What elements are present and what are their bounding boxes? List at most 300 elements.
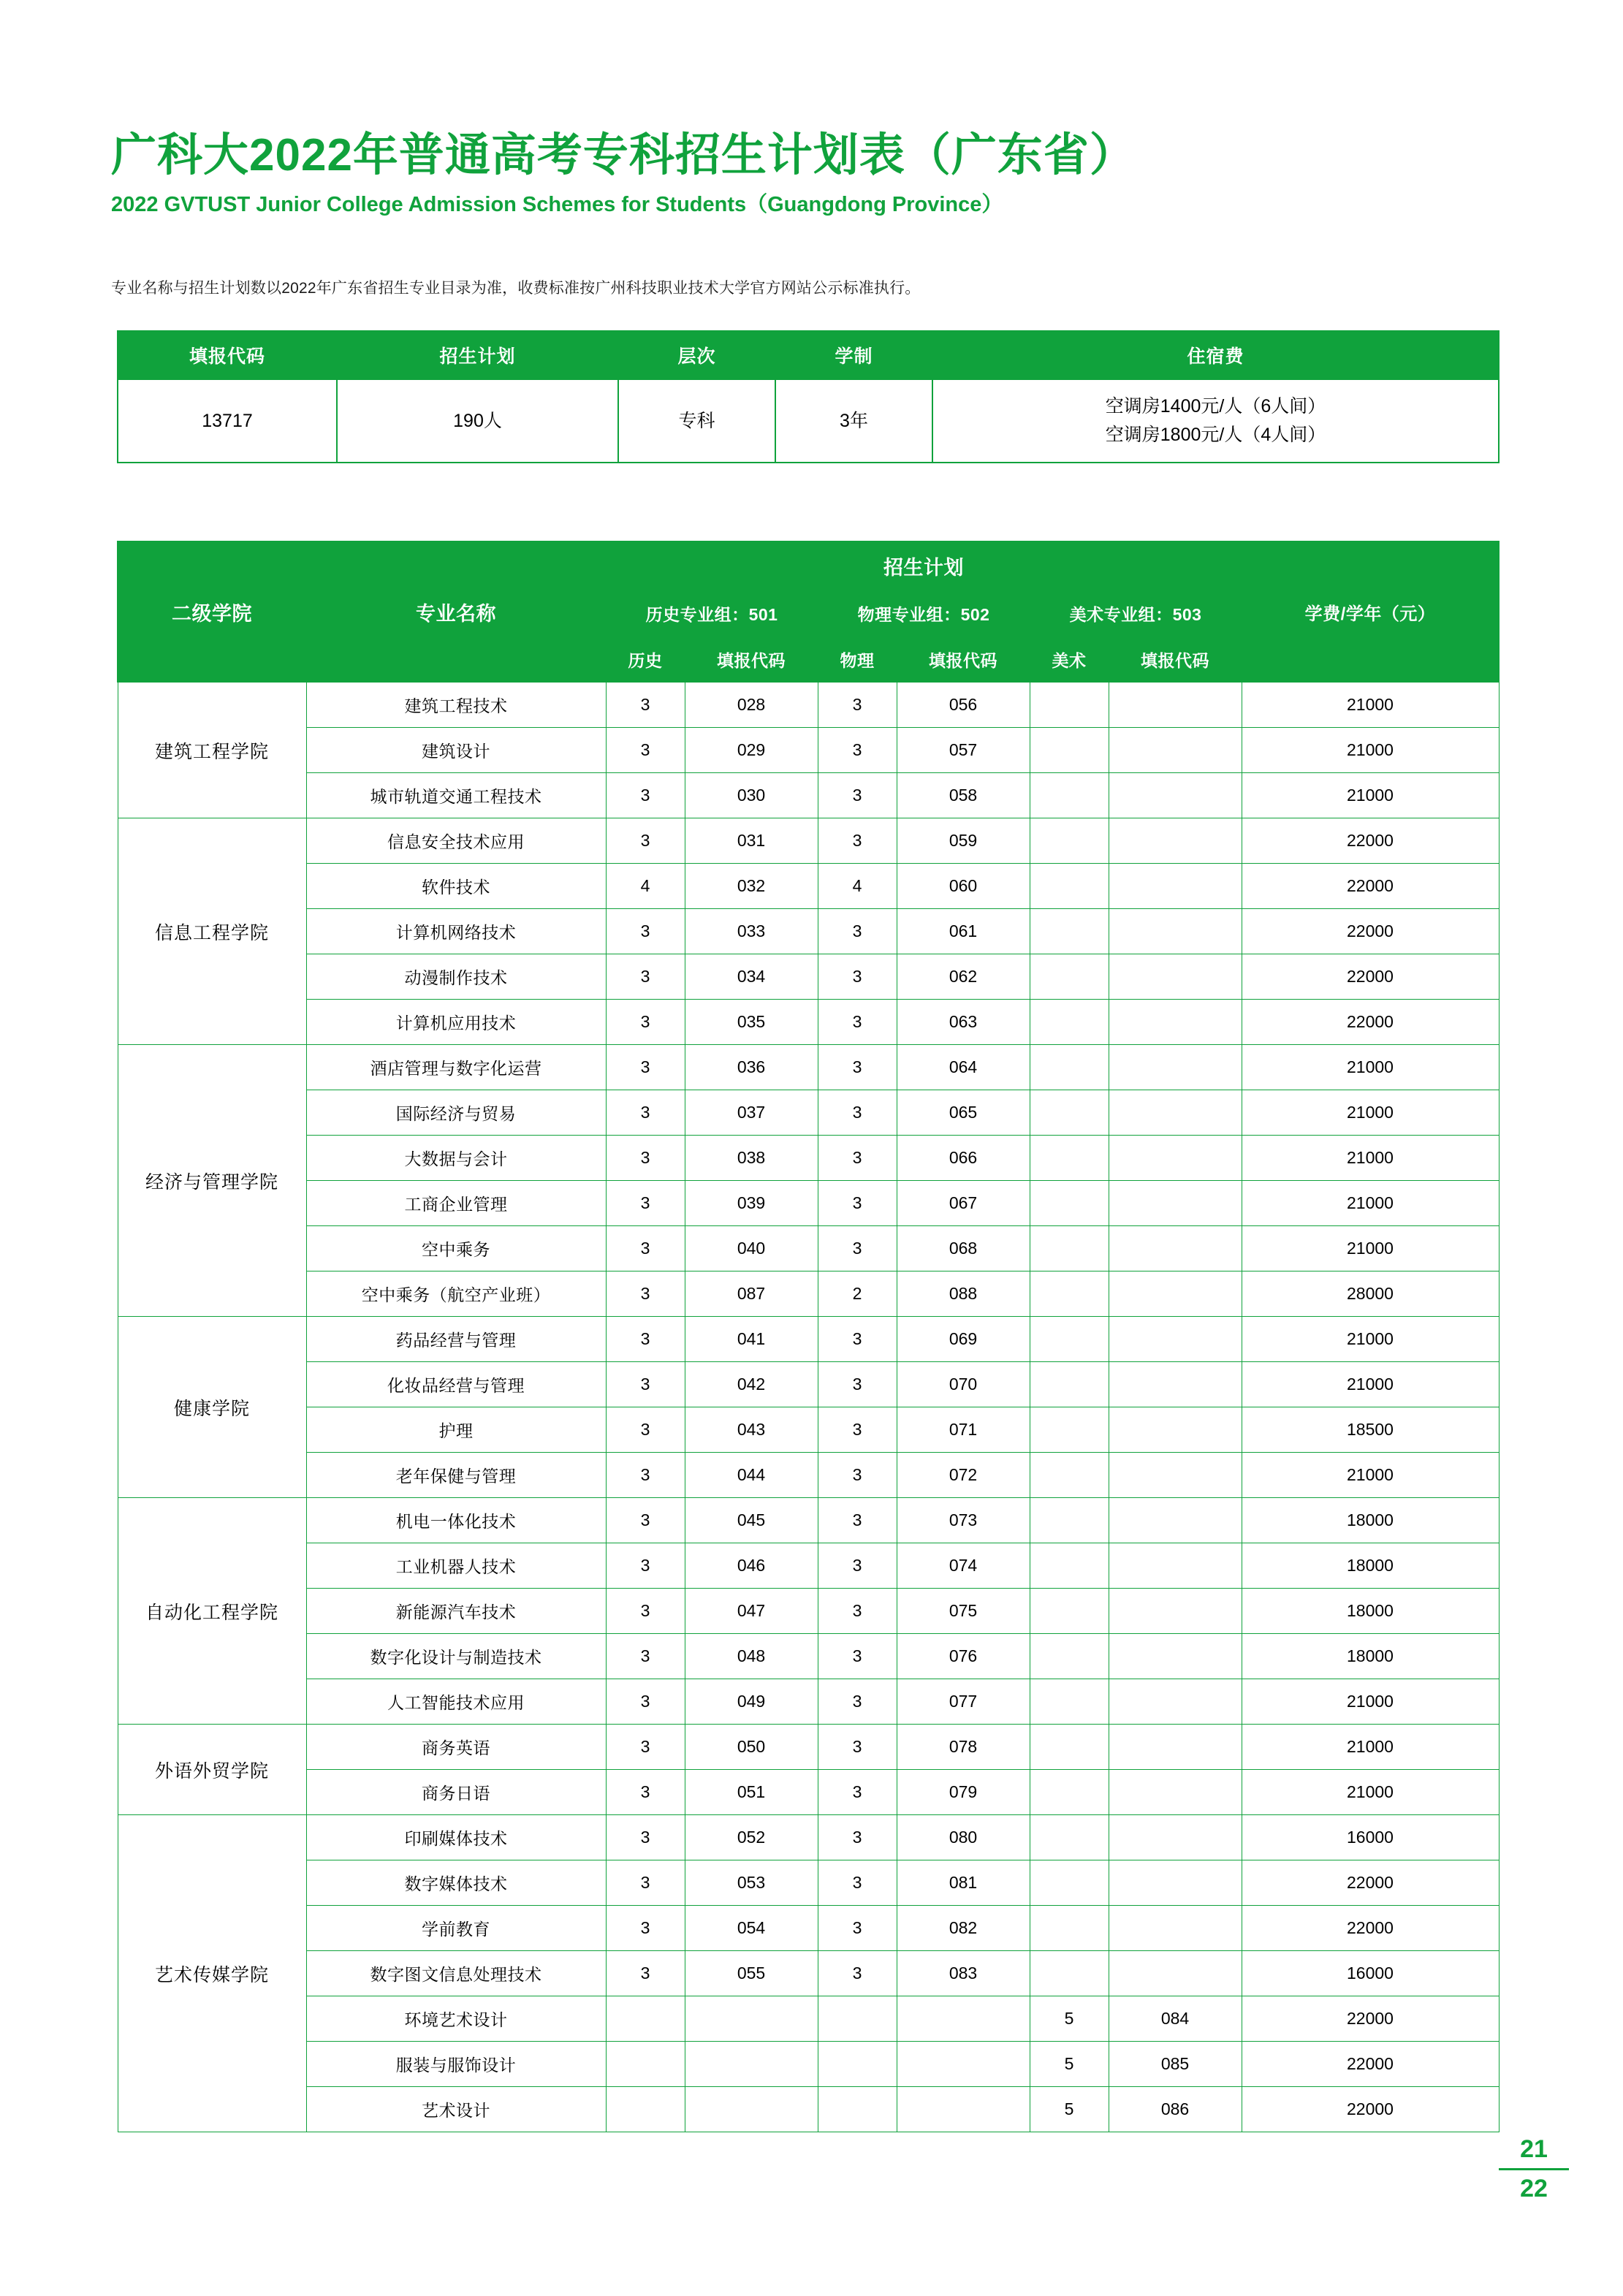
tuition-cell: 21000 [1242, 1770, 1499, 1815]
art-code-cell: 086 [1109, 2087, 1242, 2132]
history-code-cell: 042 [685, 1362, 818, 1407]
physics-code-cell: 069 [897, 1317, 1030, 1362]
college-name-cell: 信息工程学院 [118, 818, 306, 1045]
art-code-cell [1109, 1181, 1242, 1226]
art-count-cell [1030, 773, 1109, 818]
tuition-cell: 21000 [1242, 1362, 1499, 1407]
major-name-cell: 环境艺术设计 [306, 1996, 606, 2042]
college-name-cell: 艺术传媒学院 [118, 1815, 306, 2132]
history-code-cell: 029 [685, 728, 818, 773]
history-count-cell: 3 [606, 1498, 685, 1543]
history-code-cell: 034 [685, 954, 818, 1000]
major-name-cell: 数字化设计与制造技术 [306, 1634, 606, 1679]
art-count-cell [1030, 954, 1109, 1000]
tuition-cell: 18000 [1242, 1543, 1499, 1589]
art-count-cell [1030, 1453, 1109, 1498]
art-code-cell [1109, 1317, 1242, 1362]
tuition-cell: 21000 [1242, 1136, 1499, 1181]
art-count-cell [1030, 818, 1109, 864]
physics-count-cell: 3 [818, 1045, 897, 1090]
plan-header-sub-art-code: 填报代码 [1109, 636, 1242, 682]
tuition-cell: 28000 [1242, 1271, 1499, 1317]
plan-header-major: 专业名称 [306, 541, 606, 682]
physics-count-cell [818, 1996, 897, 2042]
art-count-cell [1030, 1271, 1109, 1317]
tuition-cell: 21000 [1242, 1453, 1499, 1498]
history-count-cell: 3 [606, 1589, 685, 1634]
physics-code-cell: 074 [897, 1543, 1030, 1589]
physics-code-cell: 075 [897, 1589, 1030, 1634]
table-row [118, 1136, 1499, 1181]
physics-code-cell: 061 [897, 909, 1030, 954]
art-count-cell [1030, 728, 1109, 773]
physics-count-cell [818, 2042, 897, 2087]
physics-count-cell: 3 [818, 1000, 897, 1045]
history-code-cell: 045 [685, 1498, 818, 1543]
page-number-divider [1499, 2168, 1569, 2170]
physics-count-cell: 3 [818, 1317, 897, 1362]
history-code-cell: 040 [685, 1226, 818, 1271]
history-code-cell: 046 [685, 1543, 818, 1589]
college-name-cell: 自动化工程学院 [118, 1498, 306, 1725]
physics-count-cell: 3 [818, 1679, 897, 1725]
physics-count-cell: 3 [818, 1634, 897, 1679]
table-row [118, 1906, 1499, 1951]
art-count-cell [1030, 1498, 1109, 1543]
history-count-cell: 3 [606, 1815, 685, 1860]
art-code-cell [1109, 1362, 1242, 1407]
major-name-cell: 计算机应用技术 [306, 1000, 606, 1045]
tuition-cell: 22000 [1242, 818, 1499, 864]
history-count-cell: 3 [606, 954, 685, 1000]
physics-count-cell: 3 [818, 909, 897, 954]
plan-header-sub-history: 历史 [606, 636, 685, 682]
history-code-cell: 048 [685, 1634, 818, 1679]
major-name-cell: 药品经营与管理 [306, 1317, 606, 1362]
art-count-cell [1030, 909, 1109, 954]
history-count-cell [606, 2042, 685, 2087]
major-name-cell: 印刷媒体技术 [306, 1815, 606, 1860]
major-name-cell: 数字图文信息处理技术 [306, 1951, 606, 1996]
art-count-cell [1030, 1362, 1109, 1407]
art-count-cell [1030, 1090, 1109, 1136]
plan-header-college: 二级学院 [118, 541, 306, 682]
major-name-cell: 数字媒体技术 [306, 1860, 606, 1906]
art-code-cell [1109, 1000, 1242, 1045]
history-count-cell: 3 [606, 1634, 685, 1679]
tuition-cell: 22000 [1242, 1860, 1499, 1906]
plan-header-group-physics: 物理专业组：502 [818, 590, 1030, 636]
physics-code-cell [897, 2087, 1030, 2132]
physics-code-cell: 088 [897, 1271, 1030, 1317]
table-row [118, 773, 1499, 818]
history-count-cell: 3 [606, 1271, 685, 1317]
history-count-cell: 3 [606, 1679, 685, 1725]
history-count-cell: 3 [606, 1362, 685, 1407]
history-code-cell: 030 [685, 773, 818, 818]
physics-count-cell: 3 [818, 818, 897, 864]
art-code-cell [1109, 818, 1242, 864]
tuition-cell: 21000 [1242, 1181, 1499, 1226]
art-code-cell: 085 [1109, 2042, 1242, 2087]
tuition-cell: 21000 [1242, 682, 1499, 728]
table-row [118, 1543, 1499, 1589]
summary-value-row [118, 379, 1499, 463]
history-count-cell [606, 1996, 685, 2042]
physics-code-cell: 065 [897, 1090, 1030, 1136]
history-count-cell: 3 [606, 1090, 685, 1136]
physics-code-cell: 080 [897, 1815, 1030, 1860]
history-count-cell: 3 [606, 1181, 685, 1226]
table-row [118, 682, 1499, 728]
plan-table-body [118, 682, 1499, 2132]
art-count-cell [1030, 864, 1109, 909]
college-name-cell: 健康学院 [118, 1317, 306, 1498]
tuition-cell: 22000 [1242, 864, 1499, 909]
physics-code-cell: 057 [897, 728, 1030, 773]
summary-header-level: 层次 [618, 331, 775, 379]
table-row [118, 1453, 1499, 1498]
art-code-cell [1109, 1725, 1242, 1770]
history-count-cell: 3 [606, 728, 685, 773]
art-code-cell [1109, 1634, 1242, 1679]
admission-plan-table [117, 541, 1500, 2132]
art-count-cell [1030, 1906, 1109, 1951]
art-count-cell [1030, 1317, 1109, 1362]
summary-header-plan: 招生计划 [337, 331, 618, 379]
physics-count-cell: 3 [818, 773, 897, 818]
art-code-cell [1109, 1906, 1242, 1951]
art-code-cell [1109, 1860, 1242, 1906]
physics-count-cell: 3 [818, 954, 897, 1000]
table-row [118, 1996, 1499, 2042]
college-name-cell: 外语外贸学院 [118, 1725, 306, 1815]
physics-code-cell: 081 [897, 1860, 1030, 1906]
art-count-cell: 5 [1030, 1996, 1109, 2042]
major-name-cell: 服装与服饰设计 [306, 2042, 606, 2087]
summary-value-code: 13717 [118, 379, 337, 463]
physics-code-cell: 059 [897, 818, 1030, 864]
table-row [118, 1090, 1499, 1136]
art-code-cell [1109, 1045, 1242, 1090]
history-code-cell: 039 [685, 1181, 818, 1226]
physics-count-cell [818, 2087, 897, 2132]
table-row [118, 1634, 1499, 1679]
physics-count-cell: 3 [818, 1090, 897, 1136]
physics-code-cell: 064 [897, 1045, 1030, 1090]
tuition-cell: 18000 [1242, 1589, 1499, 1634]
art-count-cell [1030, 1181, 1109, 1226]
summary-header-dorm: 住宿费 [932, 331, 1499, 379]
tuition-cell: 22000 [1242, 1000, 1499, 1045]
major-name-cell: 城市轨道交通工程技术 [306, 773, 606, 818]
art-code-cell [1109, 909, 1242, 954]
art-code-cell [1109, 1136, 1242, 1181]
art-count-cell [1030, 1000, 1109, 1045]
summary-header-duration: 学制 [775, 331, 932, 379]
major-name-cell: 工业机器人技术 [306, 1543, 606, 1589]
physics-count-cell: 4 [818, 864, 897, 909]
summary-value-duration: 3年 [775, 379, 932, 463]
art-code-cell [1109, 1951, 1242, 1996]
major-name-cell: 工商企业管理 [306, 1181, 606, 1226]
table-row [118, 1951, 1499, 1996]
history-code-cell: 044 [685, 1453, 818, 1498]
physics-count-cell: 3 [818, 1543, 897, 1589]
table-row [118, 1362, 1499, 1407]
history-count-cell: 3 [606, 1045, 685, 1090]
art-code-cell [1109, 1589, 1242, 1634]
tuition-cell: 22000 [1242, 1906, 1499, 1951]
tuition-cell: 18000 [1242, 1634, 1499, 1679]
tuition-cell: 22000 [1242, 2087, 1499, 2132]
physics-code-cell: 066 [897, 1136, 1030, 1181]
history-code-cell: 051 [685, 1770, 818, 1815]
tuition-cell: 22000 [1242, 954, 1499, 1000]
physics-count-cell: 3 [818, 1770, 897, 1815]
history-count-cell: 3 [606, 1226, 685, 1271]
dorm-line-1: 空调房1400元/人（6人间） [1105, 396, 1326, 417]
title-block [111, 132, 1514, 218]
art-count-cell [1030, 1407, 1109, 1453]
art-count-cell [1030, 1860, 1109, 1906]
tuition-cell: 21000 [1242, 1045, 1499, 1090]
history-code-cell: 053 [685, 1860, 818, 1906]
history-code-cell [685, 2042, 818, 2087]
tuition-cell: 22000 [1242, 1996, 1499, 2042]
art-count-cell [1030, 1543, 1109, 1589]
tuition-cell: 21000 [1242, 1090, 1499, 1136]
table-row [118, 864, 1499, 909]
physics-code-cell: 058 [897, 773, 1030, 818]
history-count-cell: 3 [606, 1543, 685, 1589]
art-count-cell [1030, 1634, 1109, 1679]
table-row [118, 1045, 1499, 1090]
art-count-cell [1030, 1770, 1109, 1815]
plan-header-plan-group: 招生计划 [606, 541, 1242, 590]
page-number-block [1499, 2135, 1569, 2203]
history-code-cell: 035 [685, 1000, 818, 1045]
summary-value-dorm [932, 379, 1499, 463]
table-row [118, 954, 1499, 1000]
physics-count-cell: 3 [818, 1860, 897, 1906]
art-code-cell: 084 [1109, 1996, 1242, 2042]
tuition-cell: 18000 [1242, 1498, 1499, 1543]
major-name-cell: 商务英语 [306, 1725, 606, 1770]
physics-count-cell: 3 [818, 1589, 897, 1634]
tuition-cell: 21000 [1242, 1679, 1499, 1725]
table-row [118, 1317, 1499, 1362]
art-code-cell [1109, 773, 1242, 818]
table-row [118, 1679, 1499, 1725]
art-count-cell [1030, 1679, 1109, 1725]
history-count-cell: 4 [606, 864, 685, 909]
physics-code-cell: 067 [897, 1181, 1030, 1226]
table-row [118, 2087, 1499, 2132]
plan-header-sub-history-code: 填报代码 [685, 636, 818, 682]
summary-header-row [118, 331, 1499, 379]
art-code-cell [1109, 682, 1242, 728]
major-name-cell: 护理 [306, 1407, 606, 1453]
major-name-cell: 空中乘务 [306, 1226, 606, 1271]
page-note: 专业名称与招生计划数以2022年广东省招生专业目录为准，收费标准按广州科技职业技术大学官方网站公示标准执行。 [111, 280, 921, 297]
art-code-cell [1109, 1453, 1242, 1498]
plan-header-group-art: 美术专业组：503 [1030, 590, 1242, 636]
tuition-cell: 22000 [1242, 909, 1499, 954]
table-row [118, 1000, 1499, 1045]
physics-count-cell: 3 [818, 1181, 897, 1226]
major-name-cell: 机电一体化技术 [306, 1498, 606, 1543]
page-title-cn: 广科大2022年普通高考专科招生计划表（广东省） [111, 130, 1136, 180]
art-count-cell: 5 [1030, 2042, 1109, 2087]
history-code-cell: 052 [685, 1815, 818, 1860]
table-row [118, 1725, 1499, 1770]
history-count-cell: 3 [606, 1317, 685, 1362]
summary-header-code: 填报代码 [118, 331, 337, 379]
plan-header-sub-art: 美术 [1030, 636, 1109, 682]
art-count-cell [1030, 1136, 1109, 1181]
art-count-cell: 5 [1030, 2087, 1109, 2132]
history-count-cell: 3 [606, 1770, 685, 1815]
physics-code-cell: 062 [897, 954, 1030, 1000]
physics-count-cell: 3 [818, 1226, 897, 1271]
table-row [118, 1498, 1499, 1543]
table-row [118, 909, 1499, 954]
art-code-cell [1109, 1226, 1242, 1271]
tuition-cell: 21000 [1242, 1725, 1499, 1770]
art-count-cell [1030, 1226, 1109, 1271]
college-name-cell: 经济与管理学院 [118, 1045, 306, 1317]
physics-count-cell: 3 [818, 1725, 897, 1770]
history-code-cell: 033 [685, 909, 818, 954]
history-code-cell [685, 1996, 818, 2042]
major-name-cell: 国际经济与贸易 [306, 1090, 606, 1136]
history-count-cell: 3 [606, 1725, 685, 1770]
table-row [118, 1815, 1499, 1860]
physics-count-cell: 3 [818, 1407, 897, 1453]
art-code-cell [1109, 1090, 1242, 1136]
physics-count-cell: 2 [818, 1271, 897, 1317]
art-count-cell [1030, 682, 1109, 728]
physics-code-cell: 079 [897, 1770, 1030, 1815]
art-code-cell [1109, 728, 1242, 773]
history-code-cell [685, 2087, 818, 2132]
table-row [118, 728, 1499, 773]
college-name-cell: 建筑工程学院 [118, 682, 306, 818]
major-name-cell: 学前教育 [306, 1906, 606, 1951]
history-code-cell: 047 [685, 1589, 818, 1634]
art-count-cell [1030, 1951, 1109, 1996]
art-code-cell [1109, 1407, 1242, 1453]
history-code-cell: 049 [685, 1679, 818, 1725]
physics-count-cell: 3 [818, 1815, 897, 1860]
history-count-cell: 3 [606, 1453, 685, 1498]
table-row [118, 1226, 1499, 1271]
history-count-cell: 3 [606, 682, 685, 728]
art-code-cell [1109, 1815, 1242, 1860]
physics-count-cell: 3 [818, 1362, 897, 1407]
page-title-en: 2022 GVTUST Junior College Admission Schemes for Students（Guangdong Province） [111, 193, 1003, 217]
history-count-cell: 3 [606, 773, 685, 818]
physics-code-cell: 078 [897, 1725, 1030, 1770]
major-name-cell: 化妆品经营与管理 [306, 1362, 606, 1407]
major-name-cell: 动漫制作技术 [306, 954, 606, 1000]
summary-value-level: 专科 [618, 379, 775, 463]
history-code-cell: 038 [685, 1136, 818, 1181]
physics-code-cell: 068 [897, 1226, 1030, 1271]
plan-header-tuition: 学费/学年（元） [1242, 541, 1499, 682]
physics-code-cell [897, 2042, 1030, 2087]
physics-count-cell: 3 [818, 1453, 897, 1498]
page-number-top: 21 [1520, 2135, 1548, 2163]
tuition-cell: 22000 [1242, 2042, 1499, 2087]
table-row [118, 1589, 1499, 1634]
table-row [118, 2042, 1499, 2087]
history-count-cell: 3 [606, 1407, 685, 1453]
art-code-cell [1109, 954, 1242, 1000]
tuition-cell: 18500 [1242, 1407, 1499, 1453]
physics-count-cell: 3 [818, 1951, 897, 1996]
tuition-cell: 21000 [1242, 773, 1499, 818]
history-code-cell: 032 [685, 864, 818, 909]
history-code-cell: 031 [685, 818, 818, 864]
history-code-cell: 041 [685, 1317, 818, 1362]
art-code-cell [1109, 1498, 1242, 1543]
major-name-cell: 酒店管理与数字化运营 [306, 1045, 606, 1090]
dorm-line-2: 空调房1800元/人（4人间） [1105, 425, 1326, 445]
summary-value-plan: 190人 [337, 379, 618, 463]
major-name-cell: 软件技术 [306, 864, 606, 909]
history-count-cell: 3 [606, 818, 685, 864]
history-code-cell: 087 [685, 1271, 818, 1317]
history-code-cell: 036 [685, 1045, 818, 1090]
physics-code-cell: 056 [897, 682, 1030, 728]
summary-table [117, 330, 1500, 463]
tuition-cell: 21000 [1242, 728, 1499, 773]
tuition-cell: 16000 [1242, 1951, 1499, 1996]
physics-count-cell: 3 [818, 728, 897, 773]
major-name-cell: 大数据与会计 [306, 1136, 606, 1181]
art-code-cell [1109, 1271, 1242, 1317]
history-count-cell [606, 2087, 685, 2132]
art-code-cell [1109, 864, 1242, 909]
tuition-cell: 21000 [1242, 1226, 1499, 1271]
physics-code-cell: 060 [897, 864, 1030, 909]
history-count-cell: 3 [606, 1860, 685, 1906]
history-count-cell: 3 [606, 909, 685, 954]
physics-count-cell: 3 [818, 1136, 897, 1181]
physics-code-cell: 072 [897, 1453, 1030, 1498]
physics-count-cell: 3 [818, 1906, 897, 1951]
major-name-cell: 商务日语 [306, 1770, 606, 1815]
tuition-cell: 21000 [1242, 1317, 1499, 1362]
major-name-cell: 空中乘务（航空产业班） [306, 1271, 606, 1317]
art-count-cell [1030, 1045, 1109, 1090]
art-count-cell [1030, 1725, 1109, 1770]
major-name-cell: 建筑设计 [306, 728, 606, 773]
table-row [118, 818, 1499, 864]
table-row [118, 1860, 1499, 1906]
plan-header-sub-physics: 物理 [818, 636, 897, 682]
major-name-cell: 艺术设计 [306, 2087, 606, 2132]
major-name-cell: 建筑工程技术 [306, 682, 606, 728]
history-code-cell: 055 [685, 1951, 818, 1996]
physics-code-cell: 063 [897, 1000, 1030, 1045]
physics-code-cell: 076 [897, 1634, 1030, 1679]
physics-code-cell: 073 [897, 1498, 1030, 1543]
art-code-cell [1109, 1770, 1242, 1815]
physics-code-cell [897, 1996, 1030, 2042]
